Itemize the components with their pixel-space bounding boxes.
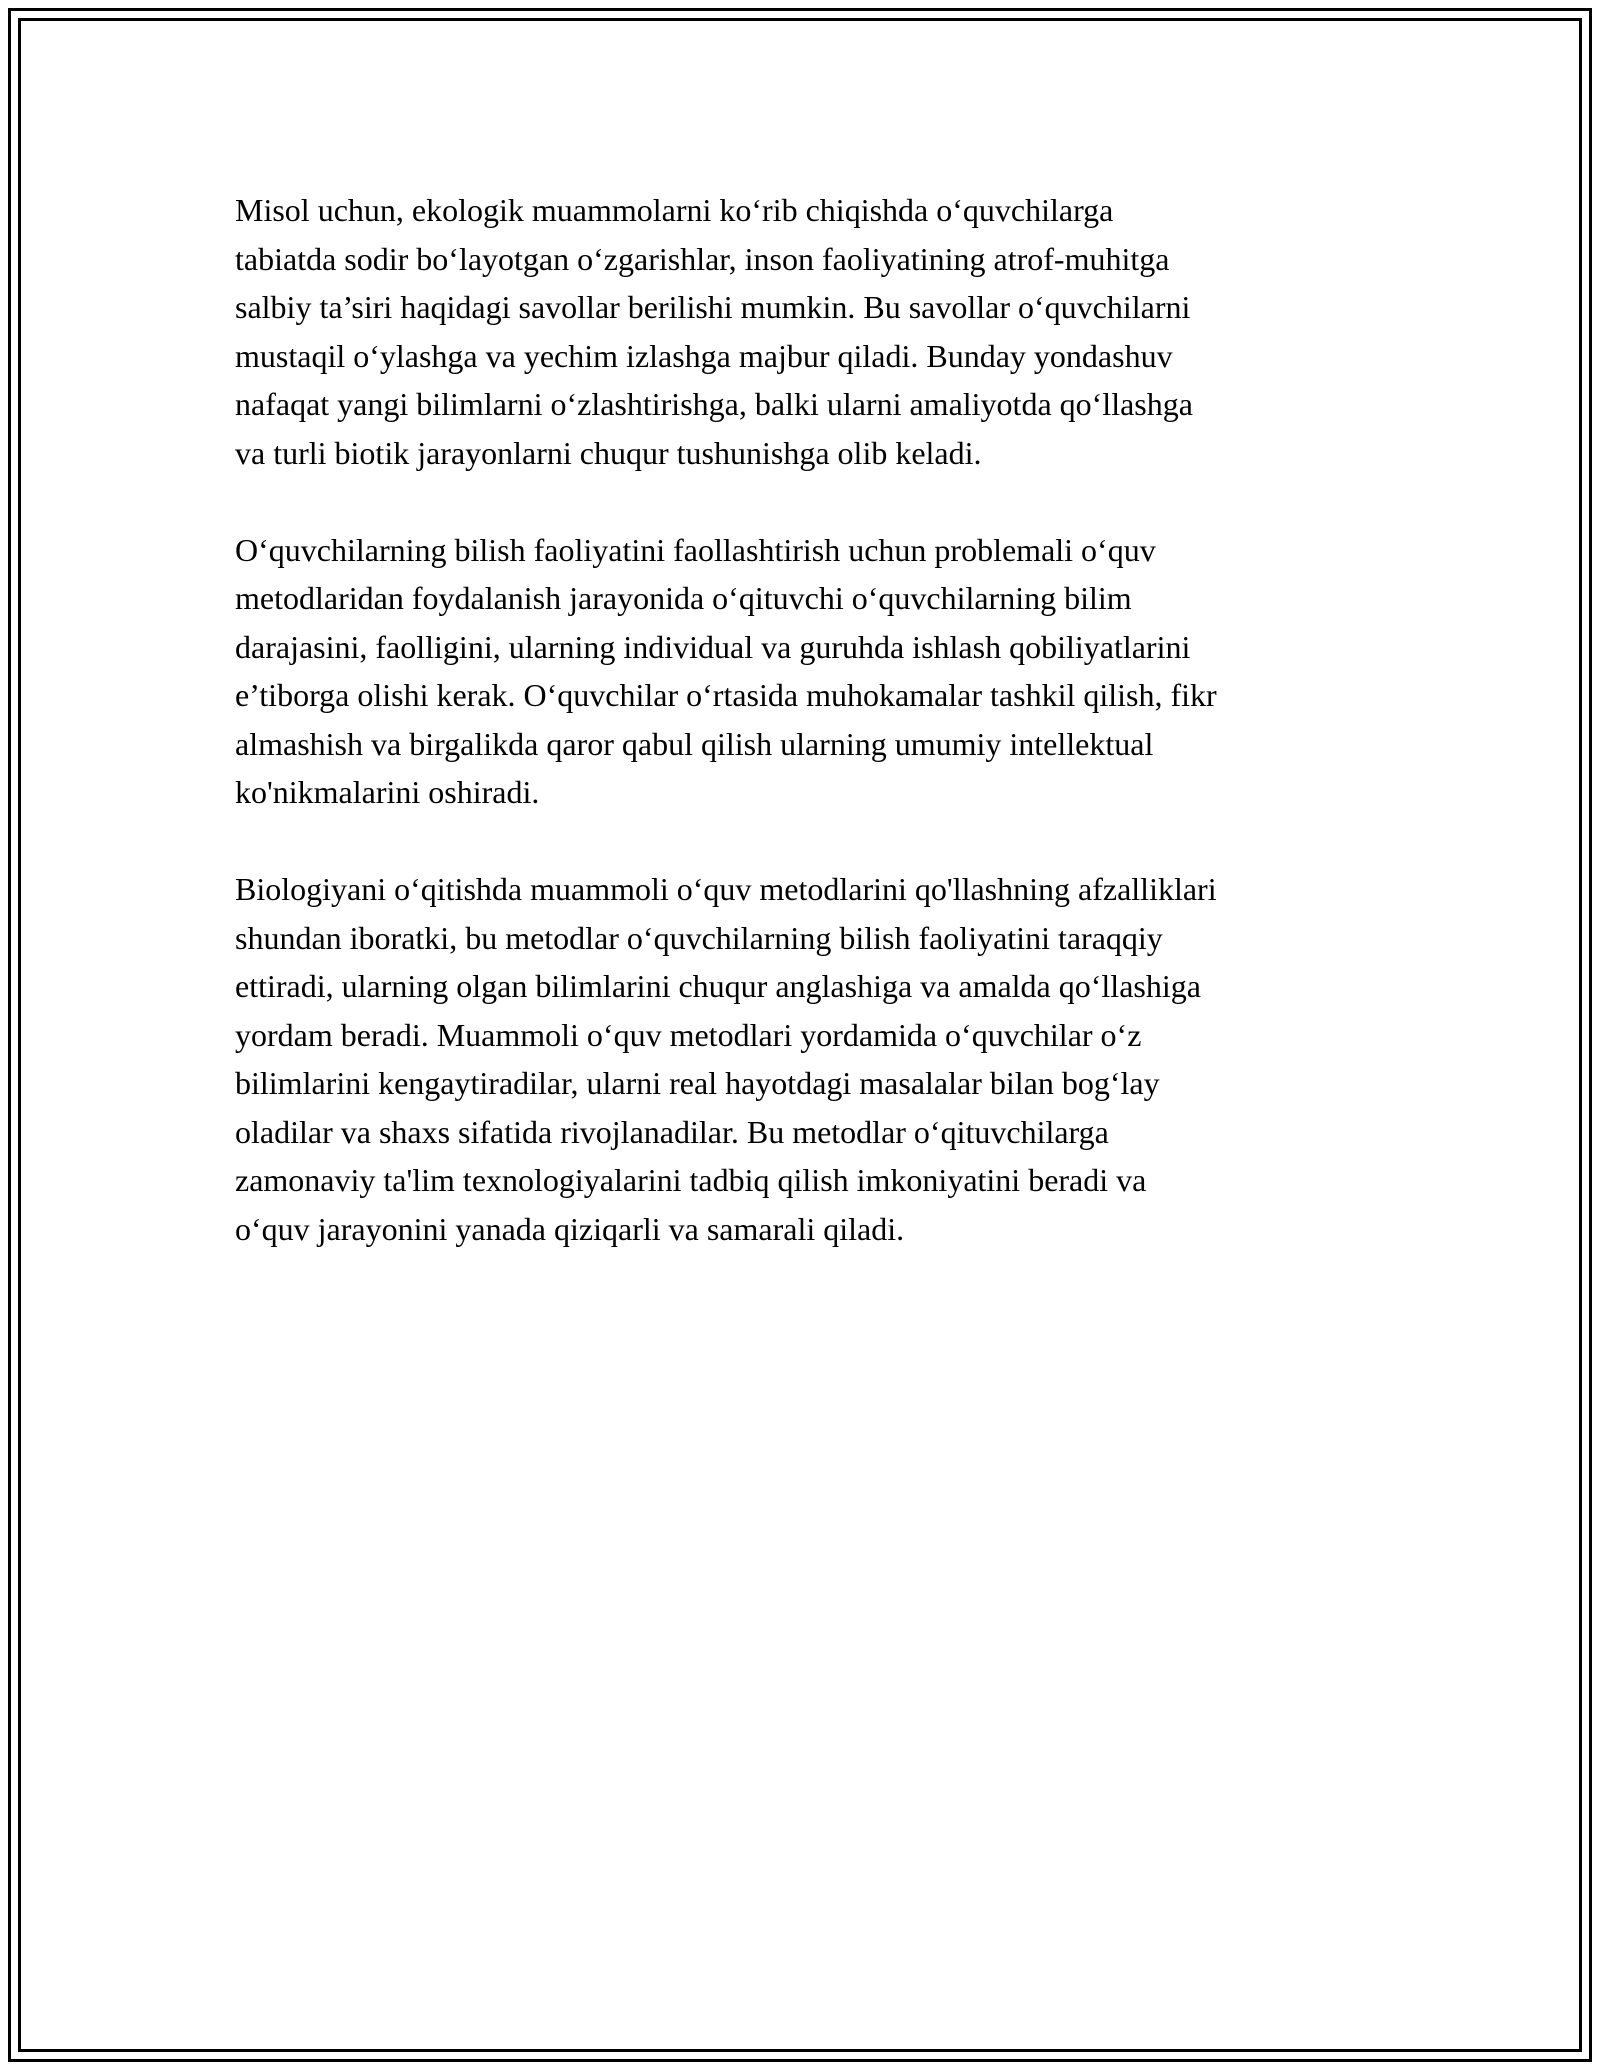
text-line: ettiradi, ularning olgan bilimlarini chuqur anglashiga va amalda qoʻllashiga — [235, 968, 1201, 1004]
text-line: salbiy ta’siri haqidagi savollar berilishi mumkin. Bu savollar oʻquvchilarni — [235, 289, 1191, 325]
text-line: nafaqat yangi bilimlarni oʻzlashtirishga, balki ularni amaliyotda qoʻllashga — [235, 386, 1193, 422]
text-line: shundan iboratki, bu metodlar oʻquvchilarning bilish faoliyatini taraqqiy — [235, 919, 1163, 956]
text-line: oladilar va shaxs sifatida rivojlanadilar. Bu metodlar oʻqituvchilarga — [235, 1113, 1109, 1150]
text-line: tabiatda sodir boʻlayotgan oʻzgarishlar, inson faoliyatining atrof-muhitga — [235, 240, 1170, 277]
text-line: yordam beradi. Muammoli oʻquv metodlari yordamida oʻquvchilar oʻz — [235, 1016, 1142, 1053]
text-line: ko'nikmalarini oshiradi. — [235, 774, 540, 810]
text-line: Oʻquvchilarning bilish faoliyatini faollashtirish uchun problemali oʻquv — [235, 531, 1156, 568]
paragraph-1 — [235, 186, 1385, 477]
text-line: mustaqil oʻylashga va yechim izlashga majbur qiladi. Bunday yondashuv — [235, 337, 1173, 374]
paragraph-2 — [235, 526, 1385, 817]
text-line: Misol uchun, ekologik muammolarni koʻrib chiqishda oʻquvchilarga — [235, 192, 1114, 228]
text-line: bilimlarini kengaytiradilar, ularni real hayotdagi masalalar bilan bogʻlay — [235, 1065, 1160, 1101]
text-line: almashish va birgalikda qaror qabul qilish ularning umumiy intellektual — [235, 725, 1154, 762]
text-line: darajasini, faolligini, ularning individual va guruhda ishlash qobiliyatlarini — [235, 628, 1191, 665]
document-body — [235, 186, 1385, 1302]
text-line: va turli biotik jarayonlarni chuqur tushunishga olib keladi. — [235, 434, 982, 471]
paragraph-3 — [235, 865, 1385, 1253]
text-line: metodlaridan foydalanish jarayonida oʻqituvchi oʻquvchilarning bilim — [235, 580, 1132, 616]
text-line: Biologiyani oʻqitishda muammoli oʻquv metodlarini qo'llashning afzalliklari — [235, 871, 1217, 907]
text-line: zamonaviy ta'lim texnologiyalarini tadbiq qilish imkoniyatini beradi va — [235, 1162, 1147, 1198]
text-line: oʻquv jarayonini yanada qiziqarli va samarali qiladi. — [235, 1210, 905, 1247]
text-line: e’tiborga olishi kerak. Oʻquvchilar oʻrtasida muhokamalar tashkil qilish, fikr — [235, 677, 1217, 713]
